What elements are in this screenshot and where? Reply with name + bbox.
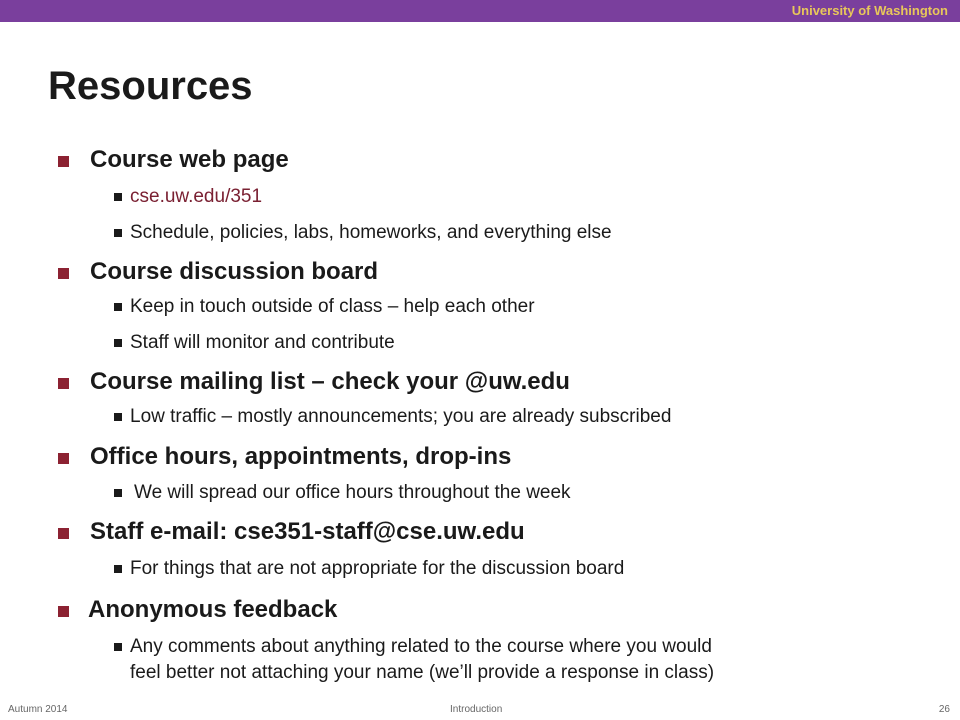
institution-name: University of Washington bbox=[791, 3, 948, 18]
bullet-mailing-list: Course mailing list – check your @uw.edu bbox=[90, 368, 570, 395]
sub-bullet-text-continued: feel better not attaching your name (we’ll provide a response in class) bbox=[130, 662, 715, 683]
bullet-office-hours: Office hours, appointments, drop-ins bbox=[90, 443, 512, 470]
sub-bullet-text: We will spread our office hours throughout the week bbox=[134, 482, 571, 503]
footer-term: Autumn 2014 bbox=[8, 704, 68, 715]
sub-bullet-square-icon bbox=[114, 339, 122, 347]
sub-bullet-square-icon bbox=[114, 193, 122, 201]
course-web-link[interactable]: cse.uw.edu/351 bbox=[130, 186, 263, 207]
sub-bullet-text: Any comments about anything related to the course where you would bbox=[130, 636, 712, 657]
bullet-course-web-page: Course web page bbox=[90, 146, 289, 173]
sub-bullet-square-icon bbox=[114, 489, 122, 497]
sub-bullet-text: Low traffic – mostly announcements; you are already subscribed bbox=[130, 406, 672, 427]
sub-bullet-square-icon bbox=[114, 413, 122, 421]
bullet-square-icon bbox=[58, 156, 69, 167]
sub-bullet-text: Keep in touch outside of class – help each other bbox=[130, 296, 535, 317]
bullet-square-icon bbox=[58, 528, 69, 539]
bullet-square-icon bbox=[58, 606, 69, 617]
page-number: 26 bbox=[938, 704, 950, 715]
sub-bullet-square-icon bbox=[114, 303, 122, 311]
bullet-square-icon bbox=[58, 268, 69, 279]
sub-bullet-square-icon bbox=[114, 229, 122, 237]
sub-bullet-square-icon bbox=[114, 565, 122, 573]
slide-title: Resources bbox=[48, 64, 253, 108]
bullet-anonymous-feedback: Anonymous feedback bbox=[88, 596, 338, 623]
footer-section: Introduction bbox=[450, 704, 503, 715]
sub-bullet-text: Schedule, policies, labs, homeworks, and everything else bbox=[130, 222, 612, 243]
bullet-discussion-board: Course discussion board bbox=[90, 258, 379, 285]
sub-bullet-text: Staff will monitor and contribute bbox=[130, 332, 395, 353]
sub-bullet-text: For things that are not appropriate for the discussion board bbox=[130, 558, 625, 579]
bullet-square-icon bbox=[58, 453, 69, 464]
bullet-square-icon bbox=[58, 378, 69, 389]
slide-footer bbox=[0, 700, 960, 720]
sub-bullet-square-icon bbox=[114, 643, 122, 651]
bullet-staff-email: Staff e-mail: cse351-staff@cse.uw.edu bbox=[90, 518, 525, 545]
